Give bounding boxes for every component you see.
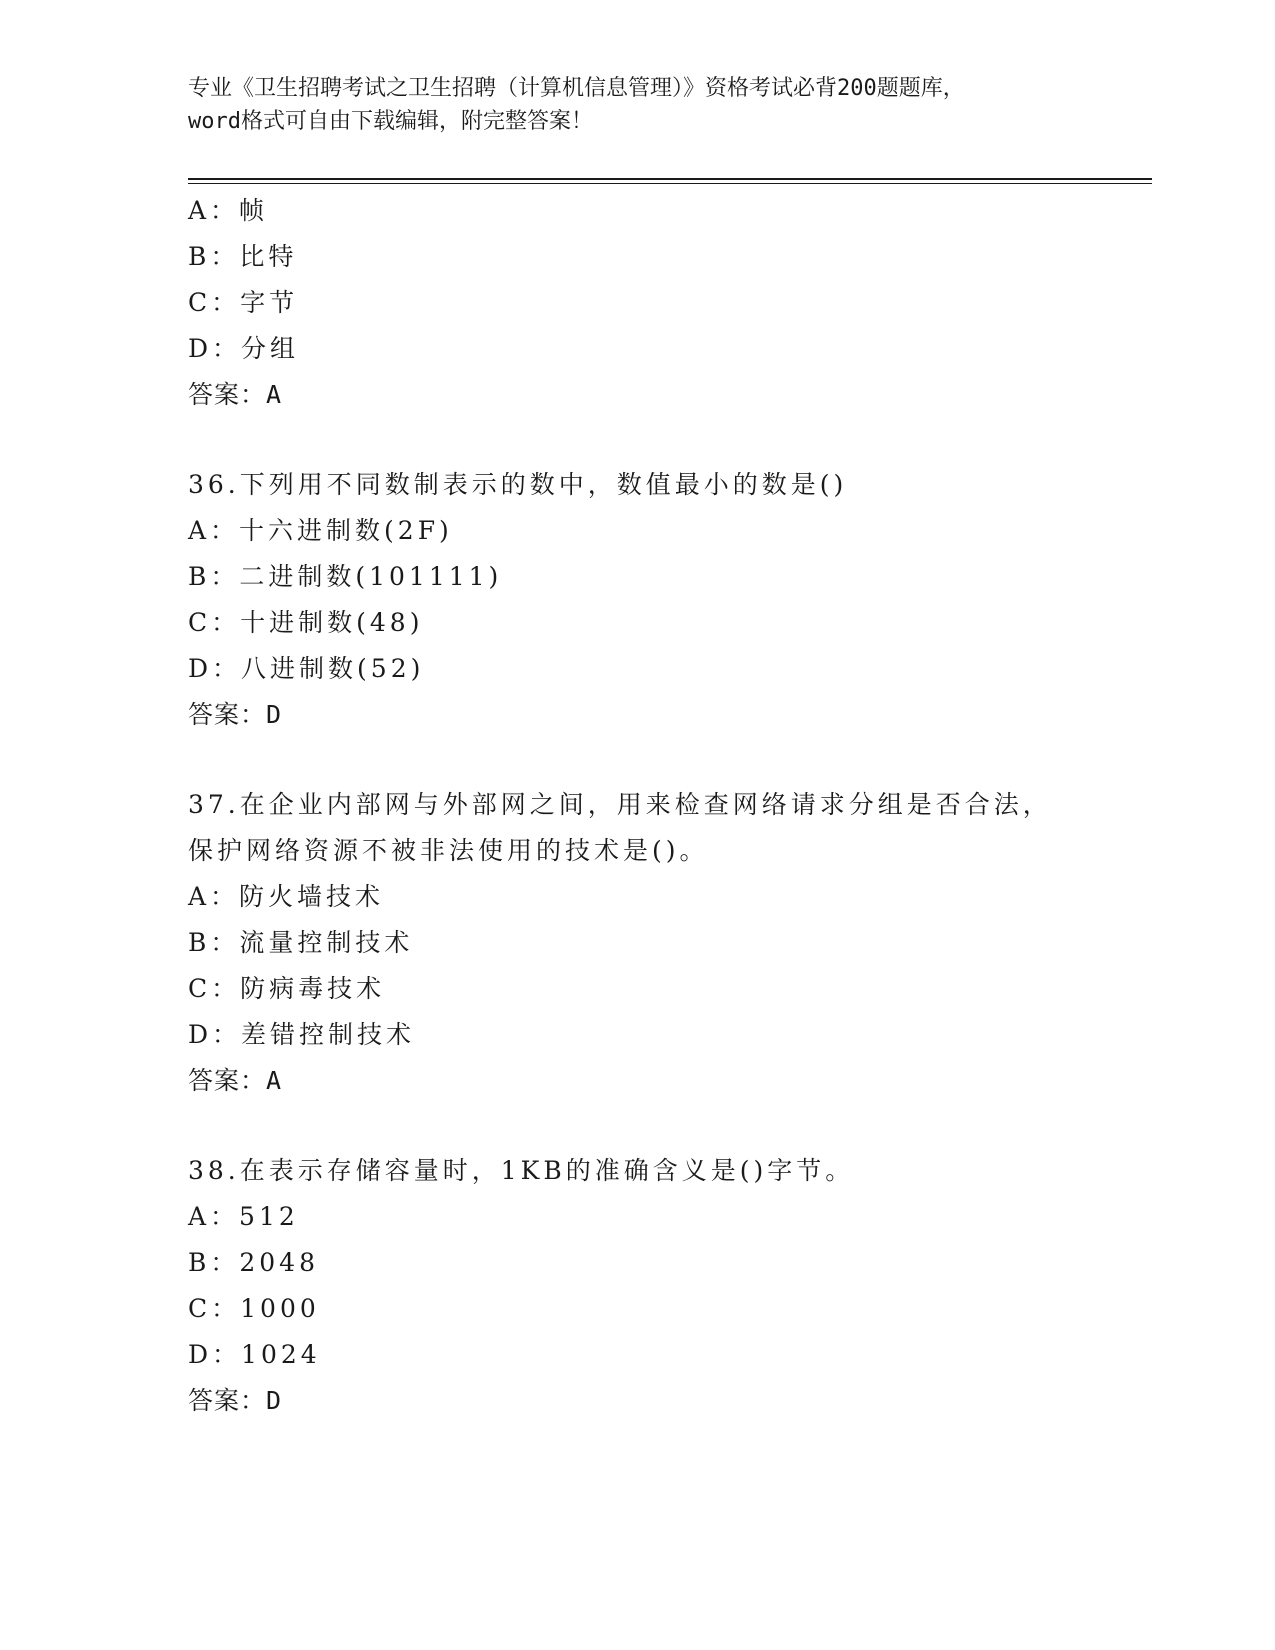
question-block-37	[188, 782, 1088, 1104]
question-stem: 36.下列用不同数制表示的数中，数值最小的数是()	[188, 470, 848, 499]
option-b: B：流量控制技术	[188, 928, 414, 957]
option-a: A：十六进制数(2F)	[188, 516, 453, 545]
option-c: C：十进制数(48)	[188, 608, 424, 637]
option-a: A：512	[188, 1202, 299, 1231]
spacer	[188, 738, 1088, 782]
spacer	[188, 418, 1088, 462]
question-stem: 38.在表示存储容量时，1KB的准确含义是()字节。	[188, 1156, 855, 1185]
option-a: A：帧	[188, 196, 269, 225]
answer-line: 答案：A	[188, 1066, 283, 1095]
option-a: A：防火墙技术	[188, 882, 385, 911]
option-d: D：1024	[188, 1340, 321, 1369]
option-c: C：字节	[188, 288, 299, 317]
header-title-line-2: word格式可自由下载编辑，附完整答案！	[188, 109, 593, 134]
option-b: B：比特	[188, 242, 298, 271]
question-block-partial	[188, 188, 1088, 418]
answer-line: 答案：D	[188, 1386, 283, 1415]
option-b: B：2048	[188, 1248, 319, 1277]
option-d: D：八进制数(52)	[188, 654, 425, 683]
option-d: D：分组	[188, 334, 300, 363]
question-block-36	[188, 462, 1088, 738]
option-d: D：差错控制技术	[188, 1020, 416, 1049]
question-block-38	[188, 1148, 1088, 1424]
document-header	[188, 72, 1088, 138]
header-divider	[188, 178, 1152, 184]
option-c: C：1000	[188, 1294, 320, 1323]
answer-line: 答案：D	[188, 700, 283, 729]
header-title-line-1: 专业《卫生招聘考试之卫生招聘（计算机信息管理）》资格考试必背200题题库，	[188, 76, 965, 101]
answer-line: 答案：A	[188, 380, 283, 409]
question-list	[188, 188, 1088, 1424]
option-c: C：防病毒技术	[188, 974, 386, 1003]
question-stem: 37.在企业内部网与外部网之间，用来检查网络请求分组是否合法，保护网络资源不被非法使用的技术是()。	[188, 790, 1052, 865]
option-b: B：二进制数(101111)	[188, 562, 503, 591]
spacer	[188, 1104, 1088, 1148]
